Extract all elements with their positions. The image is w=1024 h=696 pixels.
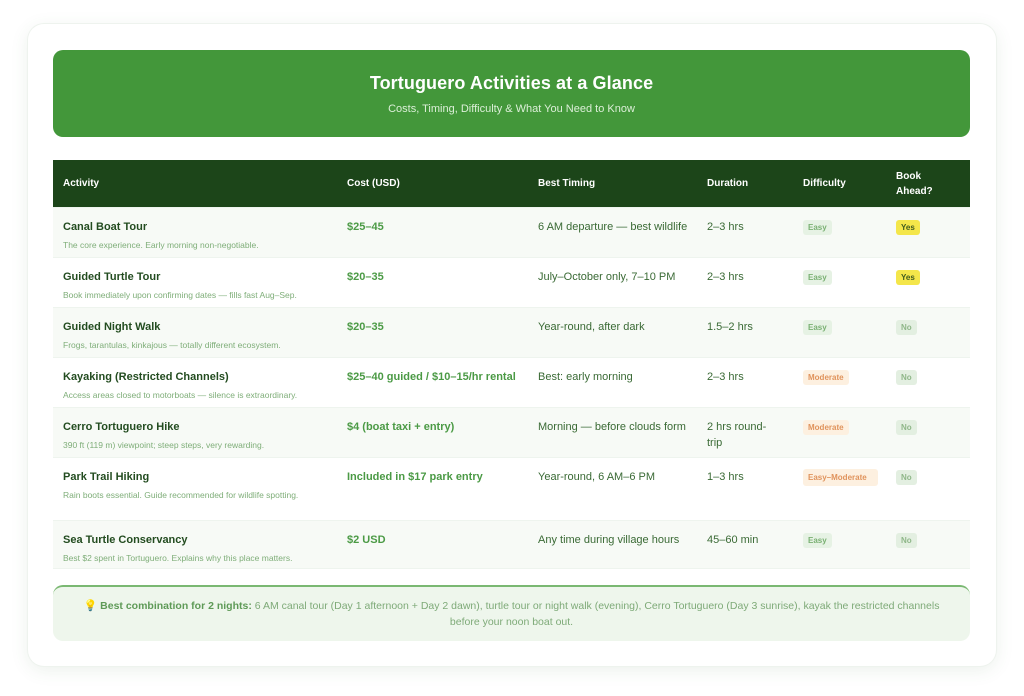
tip-text: 6 AM canal tour (Day 1 afternoon + Day 2 dawn), turtle tour or night walk (evening), Cerro Tortuguero (Day 3 sunrise), kayak the restricted channels before your noon boat out. (251, 600, 940, 628)
book-ahead-cell (896, 369, 956, 385)
activity-name: Park Trail Hiking (63, 471, 150, 483)
difficulty-badge: Moderate (803, 420, 849, 435)
table-row (53, 407, 970, 457)
book-ahead-badge: No (896, 533, 917, 548)
activity-note: The core experience. Early morning non-negotiable. (63, 240, 259, 250)
timing-cell: Any time during village hours (538, 534, 680, 546)
timing-cell: Morning — before clouds form (538, 421, 686, 433)
activity-note: Access areas closed to motorboats — silence is extraordinary. (63, 390, 298, 400)
book-ahead-badge: No (896, 320, 917, 335)
duration-cell: 2 hrs round-trip (707, 421, 767, 449)
timing-cell: Year-round, 6 AM–6 PM (538, 471, 655, 483)
book-ahead-badge: Yes (896, 220, 920, 235)
activity-note: 390 ft (119 m) viewpoint; steep steps, very rewarding. (63, 440, 265, 450)
activities-table (53, 160, 970, 569)
tip-callout (53, 585, 970, 641)
column-header-book-ahead (896, 160, 933, 207)
activity-cell (63, 369, 338, 402)
table-row (53, 207, 970, 257)
activity-name: Sea Turtle Conservancy (63, 534, 188, 546)
difficulty-badge: Easy (803, 270, 832, 285)
cost-cell: Included in $17 park entry (347, 471, 483, 483)
timing-cell: Year-round, after dark (538, 321, 645, 333)
activity-note: Best $2 spent in Tortuguero. Explains why this place matters. (63, 553, 293, 563)
book-ahead-cell (896, 419, 956, 435)
tip-lead: Best combination for 2 nights: (100, 600, 252, 612)
activity-note: Frogs, tarantulas, kinkajous — totally different ecosystem. (63, 340, 281, 350)
difficulty-cell (803, 419, 888, 435)
column-header-book-line2: Ahead? (896, 185, 933, 197)
cost-cell: $20–35 (347, 321, 384, 333)
book-ahead-cell (896, 269, 956, 285)
page-title: Tortuguero Activities at a Glance (369, 73, 654, 93)
activity-cell (63, 532, 338, 565)
table-row (53, 357, 970, 407)
difficulty-badge: Easy (803, 220, 832, 235)
activity-note: Book immediately upon confirming dates — fills fast Aug–Sep. (63, 290, 297, 300)
activity-cell (63, 319, 338, 352)
content-card (28, 24, 996, 666)
cost-cell: $4 (boat taxi + entry) (347, 421, 455, 433)
timing-cell: Best: early morning (538, 371, 633, 383)
header-banner (53, 50, 970, 137)
column-header-cost: Cost (USD) (347, 178, 400, 189)
activity-note: Rain boots essential. Guide recommended for wildlife spotting. (63, 490, 299, 500)
book-ahead-badge: Yes (896, 270, 920, 285)
activity-cell (63, 219, 338, 252)
book-ahead-badge: No (896, 470, 917, 485)
activity-cell (63, 419, 338, 452)
table-header (53, 160, 970, 207)
duration-cell: 2–3 hrs (707, 221, 744, 233)
activity-name: Kayaking (Restricted Channels) (63, 371, 229, 383)
duration-cell: 1–3 hrs (707, 471, 744, 483)
column-header-duration: Duration (707, 178, 749, 189)
book-ahead-cell (896, 469, 956, 485)
difficulty-cell (803, 532, 888, 548)
table-row (53, 457, 970, 520)
activity-name: Guided Night Walk (63, 321, 161, 333)
book-ahead-cell (896, 319, 956, 335)
column-header-timing: Best Timing (538, 178, 596, 189)
lightbulb-icon: 💡 (83, 600, 98, 612)
difficulty-badge: Moderate (803, 370, 849, 385)
timing-cell: July–October only, 7–10 PM (538, 271, 676, 283)
activity-name: Cerro Tortuguero Hike (63, 421, 180, 433)
difficulty-cell (803, 219, 888, 235)
table-row (53, 257, 970, 307)
page-subtitle: Costs, Timing, Difficulty & What You Need to Know (388, 103, 635, 115)
cost-cell: $25–40 guided / $10–15/hr rental (347, 371, 516, 383)
cost-cell: $2 USD (347, 534, 386, 546)
book-ahead-badge: No (896, 370, 917, 385)
cost-cell: $20–35 (347, 271, 384, 283)
duration-cell: 2–3 hrs (707, 371, 744, 383)
activity-name: Canal Boat Tour (63, 221, 148, 233)
cost-cell: $25–45 (347, 221, 384, 233)
timing-cell: 6 AM departure — best wildlife (538, 221, 688, 233)
duration-cell: 45–60 min (707, 534, 759, 546)
difficulty-cell (803, 369, 888, 385)
duration-cell: 1.5–2 hrs (707, 321, 753, 333)
book-ahead-badge: No (896, 420, 917, 435)
difficulty-cell (803, 469, 888, 486)
duration-cell: 2–3 hrs (707, 271, 744, 283)
activity-name: Guided Turtle Tour (63, 271, 161, 283)
difficulty-cell (803, 269, 888, 285)
activity-cell (63, 269, 338, 302)
column-header-difficulty: Difficulty (803, 178, 846, 189)
activity-cell (63, 469, 313, 502)
table-row (53, 307, 970, 357)
book-ahead-cell (896, 219, 956, 235)
difficulty-cell (803, 319, 888, 335)
difficulty-badge: Easy (803, 320, 832, 335)
column-header-activity: Activity (63, 178, 100, 189)
book-ahead-cell (896, 532, 956, 548)
difficulty-badge: Easy (803, 533, 832, 548)
table-row (53, 520, 970, 569)
column-header-book-line1: Book (896, 170, 921, 182)
difficulty-badge: Easy–Moderate (803, 469, 878, 486)
